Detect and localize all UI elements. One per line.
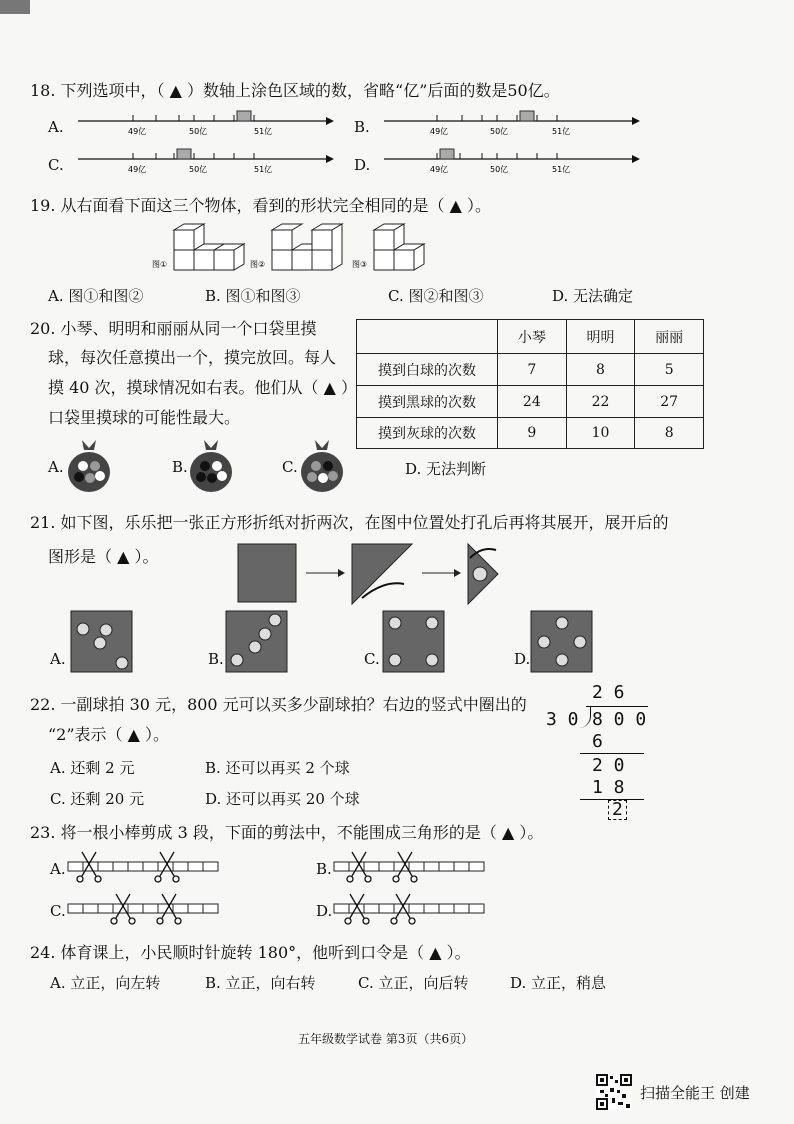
q18-option-a-letter: A. [48, 118, 64, 136]
table-cell: 9 [498, 418, 567, 449]
q22-option-d: D. 还可以再买 20 个球 [205, 790, 360, 808]
q20-line-4: 口袋里摸球的可能性最大。 [48, 408, 241, 427]
bag-a-icon [64, 436, 114, 494]
table-cell: 5 [635, 354, 704, 386]
q18-number-line-b [382, 106, 642, 136]
q24-option-b: B. 立正，向右转 [205, 974, 316, 992]
table-cell: 8 [566, 354, 635, 386]
q20-option-c: C. [282, 458, 298, 476]
q20-line-2: 球，每次任意摸出一个，摸完放回。每人 [48, 348, 337, 367]
q22-option-b: B. 还可以再买 2 个球 [205, 759, 350, 777]
q18-stem: 18. 下列选项中，（ ▲ ）数轴上涂色区域的数，省略“亿”后面的数是50亿。 [30, 81, 560, 100]
table-cell: 27 [635, 386, 704, 418]
q23-stick-d [332, 892, 492, 926]
q18-c-tick-51: 51亿 [254, 165, 273, 174]
table-header-row [357, 320, 704, 354]
q19-option-d: D. 无法确定 [552, 287, 634, 305]
q23-option-a: A. [50, 860, 66, 878]
q21-option-d-figure [530, 610, 594, 674]
q18-a-tick-49: 49亿 [128, 127, 147, 136]
bag-b-icon [186, 436, 236, 494]
q23-option-d: D. [316, 902, 333, 920]
table-cell: 8 [635, 418, 704, 449]
q24-stem: 24. 体育课上，小民顺时针旋转 180°，他听到口令是（ ▲ ）。 [30, 943, 471, 962]
table-cell: 摸到白球的次数 [357, 354, 498, 386]
q24-option-d: D. 立正，稍息 [510, 974, 607, 992]
page-footer: 五年级数学试卷 第3页（共6页） [298, 1032, 474, 1046]
q22-option-c: C. 还剩 20 元 [50, 790, 145, 808]
q18-c-tick-50: 50亿 [189, 165, 208, 174]
q22-line-2: “2”表示（ ▲ ）。 [48, 725, 170, 744]
table-header-cell [357, 320, 498, 354]
division-step-1: 6 [592, 731, 603, 752]
q24-option-c: C. 立正，向后转 [358, 974, 469, 992]
q18-a-tick-51: 51亿 [254, 127, 273, 136]
q23-stick-b [332, 850, 492, 884]
q21-option-c: C. [364, 650, 380, 668]
q21-line-2: 图形是（ ▲ ）。 [48, 547, 159, 566]
q19-figure-2 [250, 222, 350, 272]
q19-option-b: B. 图①和图③ [205, 287, 301, 305]
table-cell: 10 [566, 418, 635, 449]
q18-d-tick-49: 49亿 [430, 165, 449, 174]
q19-option-c: C. 图②和图③ [388, 287, 484, 305]
q19-fig3-label: 图③ [352, 260, 368, 269]
scanner-watermark: 扫描全能王 创建 [640, 1084, 750, 1102]
division-bar [586, 706, 648, 707]
division-line-1 [580, 753, 644, 754]
q19-figure-1 [152, 222, 252, 272]
q20-line-1: 20. 小琴、明明和丽丽从同一个口袋里摸 [30, 319, 317, 338]
division-step-2: 2 0 [592, 755, 625, 776]
table-cell: 7 [498, 354, 567, 386]
q18-d-tick-51: 51亿 [552, 165, 571, 174]
q18-number-line-d [382, 144, 642, 174]
q24-option-a: A. 立正，向左转 [50, 974, 161, 992]
q18-option-c-letter: C. [48, 156, 64, 174]
q19-figure-3 [352, 222, 432, 272]
q18-number-line-a [76, 106, 336, 136]
table-header-cell: 明明 [566, 320, 635, 354]
q23-stick-c [66, 892, 226, 926]
q20-option-b: B. [172, 458, 188, 476]
q19-stem: 19. 从右面看下面这三个物体，看到的形状完全相同的是（ ▲ ）。 [30, 196, 492, 215]
q23-stem: 23. 将一根小棒剪成 3 段，下面的剪法中，不能围成三角形的是（ ▲ ）。 [30, 823, 544, 842]
q19-option-a: A. 图①和图② [48, 287, 144, 305]
division-step-3: 1 8 [592, 777, 625, 798]
q18-b-tick-50: 50亿 [490, 127, 509, 136]
q20-table [356, 319, 704, 449]
table-cell: 摸到灰球的次数 [357, 418, 498, 449]
table-header-cell: 丽丽 [635, 320, 704, 354]
q19-fig2-label: 图② [250, 260, 266, 269]
q22-option-a: A. 还剩 2 元 [50, 759, 135, 777]
qr-code-icon [596, 1074, 632, 1110]
q20-option-d: D. 无法判断 [405, 460, 487, 478]
q21-option-b: B. [208, 650, 224, 668]
table-header-cell: 小琴 [498, 320, 567, 354]
division-quotient: 2 6 [592, 682, 625, 703]
table-cell: 24 [498, 386, 567, 418]
q22-long-division [540, 680, 660, 820]
q18-d-tick-50: 50亿 [490, 165, 509, 174]
q22-line-1: 22. 一副球拍 30 元，800 元可以买多少副球拍？右边的竖式中圈出的 [30, 695, 527, 714]
q18-option-d-letter: D. [354, 156, 371, 174]
q23-option-c: C. [50, 902, 66, 920]
q18-a-tick-50: 50亿 [189, 127, 208, 136]
q21-option-a-figure [70, 610, 134, 674]
table-cell: 22 [566, 386, 635, 418]
q20-line-3: 摸 40 次，摸球情况如右表。他们从（ ▲ ） [48, 378, 358, 397]
division-dividend: 8 0 0 [592, 709, 647, 730]
q23-option-b: B. [316, 860, 332, 878]
q21-option-b-figure [225, 610, 289, 674]
table-cell: 摸到黑球的次数 [357, 386, 498, 418]
q21-option-a: A. [50, 650, 66, 668]
q21-option-d: D. [514, 650, 531, 668]
division-bracket [578, 706, 591, 728]
q19-fig1-label: 图① [152, 260, 168, 269]
division-divisor: 3 0 [546, 709, 579, 730]
q21-fold-diagram [234, 540, 524, 608]
q18-number-line-c [76, 144, 336, 174]
bag-c-icon [297, 436, 347, 494]
division-circled-remainder: 2 [608, 800, 627, 820]
q20-option-a: A. [48, 458, 64, 476]
q21-option-c-figure [382, 610, 446, 674]
q18-option-b-letter: B. [354, 118, 370, 136]
q21-line-1: 21. 如下图，乐乐把一张正方形折纸对折两次，在图中位置处打孔后再将其展开，展开后的 [30, 513, 669, 532]
q23-stick-a [66, 850, 226, 884]
q18-b-tick-49: 49亿 [430, 127, 449, 136]
q18-b-tick-51: 51亿 [552, 127, 571, 136]
table-row [357, 354, 704, 386]
table-row [357, 418, 704, 449]
page-corner-mark [0, 0, 30, 14]
table-row [357, 386, 704, 418]
q18-c-tick-49: 49亿 [128, 165, 147, 174]
